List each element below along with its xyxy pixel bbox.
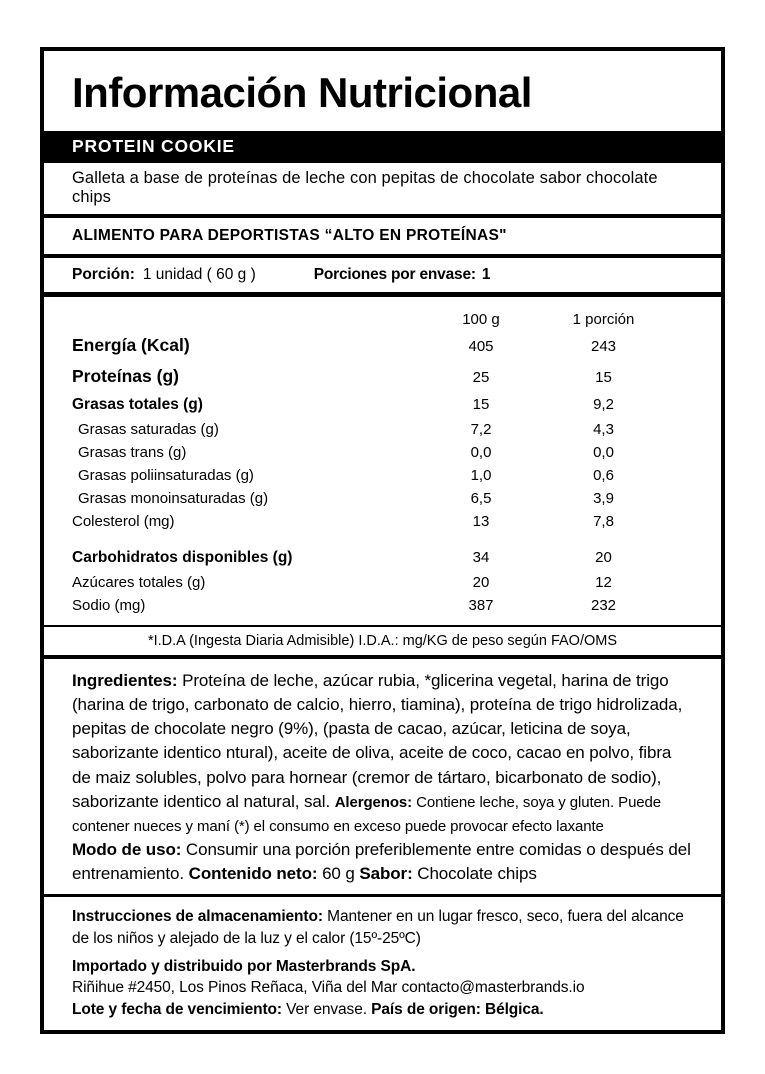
nutrition-table bbox=[44, 297, 721, 625]
storage-text: Mantener en un lugar fresco, seco, fuera del alcance de los niños y alejado de la luz y el calor (15º-25ºC) bbox=[72, 908, 684, 947]
ingredients-paragraph bbox=[72, 669, 693, 838]
table-row bbox=[44, 361, 721, 392]
portion-value: 1 unidad ( 60 g ) bbox=[142, 266, 256, 284]
nutrient-name: Colesterol (mg) bbox=[72, 513, 175, 531]
table-row bbox=[44, 594, 721, 617]
ingredients-and-usage-block bbox=[44, 659, 721, 894]
flavor-label: Sabor: bbox=[359, 864, 413, 884]
storage-label: Instrucciones de almacenamiento: bbox=[72, 908, 323, 926]
value-per-100g: 6,5 bbox=[470, 490, 492, 508]
value-per-portion: 232 bbox=[590, 597, 617, 615]
sports-food-claim: ALIMENTO PARA DEPORTISTAS “ALTO EN PROTEÍNAS" bbox=[44, 218, 721, 258]
lot-value: Ver envase. bbox=[281, 1000, 372, 1018]
column-header-portion: 1 porción bbox=[572, 311, 635, 329]
value-per-portion: 7,8 bbox=[593, 513, 614, 531]
origin-value: Bélgica. bbox=[480, 1000, 544, 1018]
servings-per-package-label: Porciones por envase: bbox=[313, 266, 476, 284]
value-per-100g: 0,0 bbox=[470, 444, 492, 462]
nutrient-name: Grasas monoinsaturadas (g) bbox=[78, 490, 269, 508]
allergens-text: Contiene leche, soya y gluten. Puede contener nueces y maní (*) el consumo en exceso puede provocar efecto laxante bbox=[72, 793, 662, 835]
net-content-label: Contenido neto: bbox=[188, 864, 318, 884]
value-per-100g: 34 bbox=[472, 549, 490, 567]
table-row bbox=[44, 464, 721, 487]
table-row bbox=[44, 330, 721, 361]
value-per-100g: 25 bbox=[472, 369, 490, 387]
ingredients-label: Ingredientes: bbox=[72, 671, 178, 691]
table-row bbox=[44, 392, 721, 418]
value-per-100g: 405 bbox=[468, 338, 494, 356]
product-description: Galleta a base de proteínas de leche con pepitas de chocolate sabor chocolate chips bbox=[44, 163, 721, 218]
usage-paragraph bbox=[72, 838, 693, 886]
value-per-portion: 0,0 bbox=[593, 444, 614, 462]
origin-label: País de origen: bbox=[371, 1000, 481, 1018]
column-header-100g: 100 g bbox=[462, 311, 500, 329]
product-name-bar bbox=[44, 131, 721, 163]
table-header-row bbox=[44, 305, 721, 330]
value-per-portion: 0,6 bbox=[593, 467, 614, 485]
value-per-portion: 4,3 bbox=[593, 421, 614, 439]
page-title: Información Nutricional bbox=[72, 69, 532, 116]
allergens-label: Alergenos: bbox=[334, 793, 413, 811]
portion-row bbox=[44, 258, 721, 297]
value-per-portion: 3,9 bbox=[593, 490, 614, 508]
ingredients-text: Proteína de leche, azúcar rubia, *glicerina vegetal, harina de trigo (harina de trigo, carbonato de calcio, hierro, tiamina), proteína de trigo hidrolizada, pepitas de chocolate negro (9%), (pasta de cacao, azúcar, leticina de soya, saborizante identico ntural), aceite de oliva, aceite de coco, cacao en polvo, fibra de maiz solubles, polvo para hornear (cremor de tártaro, bicarbonato de sodio), saborizante identico al natural, sal. bbox=[72, 671, 683, 811]
portion-label: Porción: bbox=[72, 266, 135, 284]
address-line: Riñihue #2450, Los Pinos Reñaca, Viña del Mar contacto@masterbrands.io bbox=[72, 979, 585, 997]
table-row bbox=[44, 487, 721, 510]
product-name: PROTEIN COOKIE bbox=[72, 136, 235, 157]
servings-per-package-value: 1 bbox=[481, 266, 491, 284]
net-content-value: 60 g bbox=[317, 864, 360, 884]
nutrient-name: Grasas trans (g) bbox=[78, 444, 187, 462]
value-per-100g: 15 bbox=[472, 396, 490, 414]
flavor-value: Chocolate chips bbox=[412, 864, 537, 884]
nutrient-name: Azúcares totales (g) bbox=[72, 574, 206, 592]
nutrient-name: Energía (Kcal) bbox=[72, 335, 190, 356]
table-row bbox=[44, 418, 721, 441]
table-row bbox=[44, 441, 721, 464]
nutrient-name: Sodio (mg) bbox=[72, 597, 146, 615]
nutrition-label-panel bbox=[40, 47, 725, 1034]
value-per-100g: 387 bbox=[468, 597, 494, 615]
value-per-portion: 243 bbox=[590, 338, 617, 356]
nutrient-name: Carbohidratos disponibles (g) bbox=[72, 549, 293, 567]
table-row bbox=[44, 510, 721, 533]
lot-label: Lote y fecha de vencimiento: bbox=[72, 1000, 282, 1018]
nutrient-name: Grasas totales (g) bbox=[72, 396, 203, 414]
importer-line: Importado y distribuido por Masterbrands SpA. bbox=[72, 957, 416, 975]
value-per-100g: 13 bbox=[472, 513, 490, 531]
nutrient-name: Proteínas (g) bbox=[72, 366, 179, 387]
value-per-100g: 20 bbox=[472, 574, 490, 592]
ida-footnote: *I.D.A (Ingesta Diaria Admisible) I.D.A.: mg/KG de peso según FAO/OMS bbox=[44, 625, 721, 659]
usage-label: Modo de uso: bbox=[72, 839, 182, 859]
storage-block bbox=[44, 894, 721, 1030]
value-per-portion: 9,2 bbox=[593, 396, 614, 414]
nutrient-name: Grasas poliinsaturadas (g) bbox=[78, 467, 254, 485]
lot-origin-line bbox=[72, 999, 693, 1020]
nutrient-name: Grasas saturadas (g) bbox=[78, 421, 219, 439]
value-per-100g: 1,0 bbox=[470, 467, 492, 485]
table-row bbox=[44, 545, 721, 571]
value-per-portion: 12 bbox=[595, 574, 612, 592]
value-per-100g: 7,2 bbox=[470, 421, 492, 439]
usage-text: Consumir una porción preferiblemente entre comidas o después del entrenamiento. bbox=[72, 839, 691, 884]
table-row bbox=[44, 571, 721, 594]
storage-paragraph bbox=[72, 906, 693, 949]
value-per-portion: 20 bbox=[595, 549, 612, 567]
value-per-portion: 15 bbox=[595, 369, 612, 387]
